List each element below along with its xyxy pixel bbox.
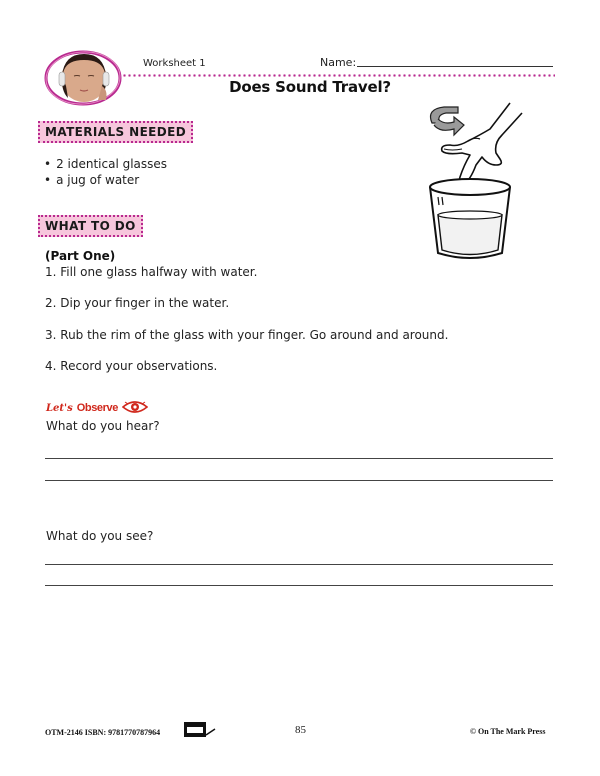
answer-line[interactable]	[45, 564, 553, 565]
list-item: • a jug of water	[44, 172, 167, 188]
name-field[interactable]	[357, 66, 553, 67]
page-title: Does Sound Travel?	[229, 78, 391, 96]
header-divider	[122, 74, 555, 77]
observe-text: Observe	[76, 402, 118, 414]
step-4: 4. Record your observations.	[45, 359, 218, 373]
hand-and-glass-illustration	[418, 95, 528, 265]
what-to-do-heading: WHAT TO DO	[38, 215, 143, 237]
answer-line[interactable]	[45, 458, 553, 459]
question-hear: What do you hear?	[46, 419, 160, 433]
lets-observe-label	[46, 401, 148, 415]
eye-icon	[122, 399, 148, 418]
step-3: 3. Rub the rim of the glass with your finger. Go around and around.	[45, 328, 449, 342]
materials-list	[44, 156, 167, 188]
question-see: What do you see?	[46, 529, 154, 543]
lets-text: Let's	[46, 402, 73, 414]
footer-code: OTM-2146 ISBN: 9781770787964	[45, 728, 161, 737]
list-item: • 2 identical glasses	[44, 156, 167, 172]
page-number: 85	[295, 724, 306, 736]
name-label: Name:	[320, 56, 357, 69]
step-1: 1. Fill one glass halfway with water.	[45, 265, 258, 279]
materials-heading: MATERIALS NEEDED	[38, 121, 193, 143]
answer-line[interactable]	[45, 480, 553, 481]
photocopier-icon	[183, 721, 217, 739]
answer-line[interactable]	[45, 585, 553, 586]
part-title: (Part One)	[45, 249, 116, 263]
worksheet-label: Worksheet 1	[143, 58, 206, 69]
copyright: © On The Mark Press	[470, 727, 546, 736]
step-2: 2. Dip your finger in the water.	[45, 296, 230, 310]
